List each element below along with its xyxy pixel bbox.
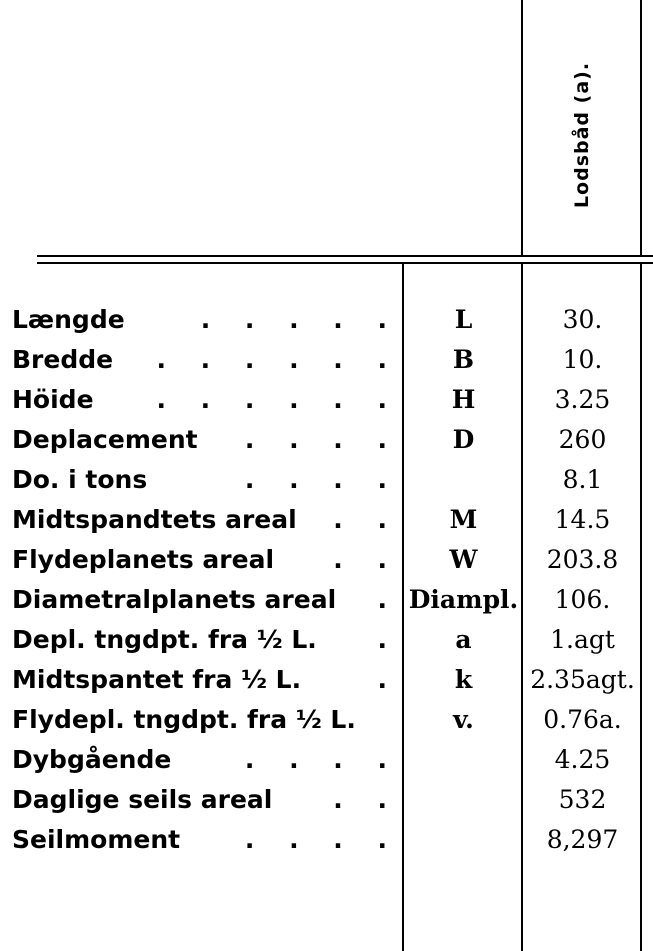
row-value: 0.76a. [543,705,622,734]
table-row [0,740,653,780]
row-label-text: Do. i tons [12,465,148,494]
table-row [0,660,653,700]
row-leader-dots: . . . . . [200,305,400,334]
row-leader-dots: . . . . [244,825,400,854]
row-label-text: Höide [12,385,94,414]
row-symbol [405,820,522,860]
row-label [12,620,400,660]
table-row [0,580,653,620]
row-symbol: k [454,665,473,694]
row-value: 10. [562,345,603,374]
table-row [0,500,653,540]
header-double-rule-bottom [37,262,653,264]
row-leader-dots: . . . . [244,425,400,454]
table-row [0,460,653,500]
table-row [0,340,653,380]
row-leader-dots: . . [333,505,400,534]
table-row [0,820,653,860]
row-label [12,460,400,500]
row-label-text: Midtspantet fra ½ L. [12,665,302,694]
row-leader-dots: . . [333,545,400,574]
row-label [12,780,400,820]
row-label-text: Diametralplanets areal [12,585,337,614]
table-row [0,540,653,580]
row-value: 8.1 [562,465,603,494]
row-label-text: Depl. tngdpt. fra ½ L. [12,625,317,654]
row-label [12,380,400,420]
row-value: 8,297 [546,825,619,854]
row-symbol: M [449,505,478,534]
row-leader-dots: . [377,625,400,654]
row-symbol: H [451,385,476,414]
header-double-rule-top [37,255,653,257]
row-leader-dots: . [377,585,400,614]
row-label-text: Længde [12,305,125,334]
row-label [12,700,400,740]
row-value: 3.25 [554,385,611,414]
row-symbol: Diampl. [408,585,519,614]
row-label [12,300,400,340]
column-header-label: Lodsbåd (a). [571,61,593,209]
row-label [12,820,400,860]
table-row [0,380,653,420]
row-symbol: W [449,545,478,574]
row-label [12,540,400,580]
table-row [0,780,653,820]
row-label [12,420,400,460]
row-leader-dots [356,700,400,740]
row-label-text: Bredde [12,345,114,374]
row-label [12,340,400,380]
table-row [0,700,653,740]
row-symbol: D [452,425,475,454]
row-leader-dots: . . . . [244,465,400,494]
row-label-text: Flydeplanets areal [12,545,275,574]
row-symbol [405,740,522,780]
row-value: 30. [562,305,603,334]
row-leader-dots: . . . . [244,745,400,774]
row-symbol [405,780,522,820]
row-symbol: B [452,345,475,374]
row-leader-dots: . . . . . . [156,385,400,414]
row-value: 203.8 [546,545,619,574]
row-value: 260 [558,425,607,454]
row-leader-dots: . [377,665,400,694]
row-label [12,740,400,780]
row-label-text: Flydepl. tngdpt. fra ½ L. [12,705,356,734]
row-label-text: Midtspandtets areal [12,505,297,534]
row-symbol: a [455,625,472,654]
row-value: 106. [554,585,611,614]
row-label-text: Seilmoment [12,825,181,854]
row-label-text: Daglige seils areal [12,785,273,814]
row-label [12,660,400,700]
column-header [523,30,641,240]
row-value: 14.5 [554,505,611,534]
row-leader-dots: . . . . . . [156,345,400,374]
row-leader-dots: . . [333,785,400,814]
row-label [12,580,400,620]
row-label-text: Deplacement [12,425,198,454]
row-value: 4.25 [554,745,611,774]
row-value: 1.agt [550,625,615,654]
row-value: 532 [558,785,607,814]
table-row [0,420,653,460]
row-symbol: v. [453,705,474,734]
row-value: 2.35agt. [530,665,635,694]
table-row [0,620,653,660]
row-label-text: Dybgående [12,745,172,774]
row-label [12,500,400,540]
table-row [0,300,653,340]
row-symbol: L [454,305,473,334]
row-symbol [405,460,522,500]
